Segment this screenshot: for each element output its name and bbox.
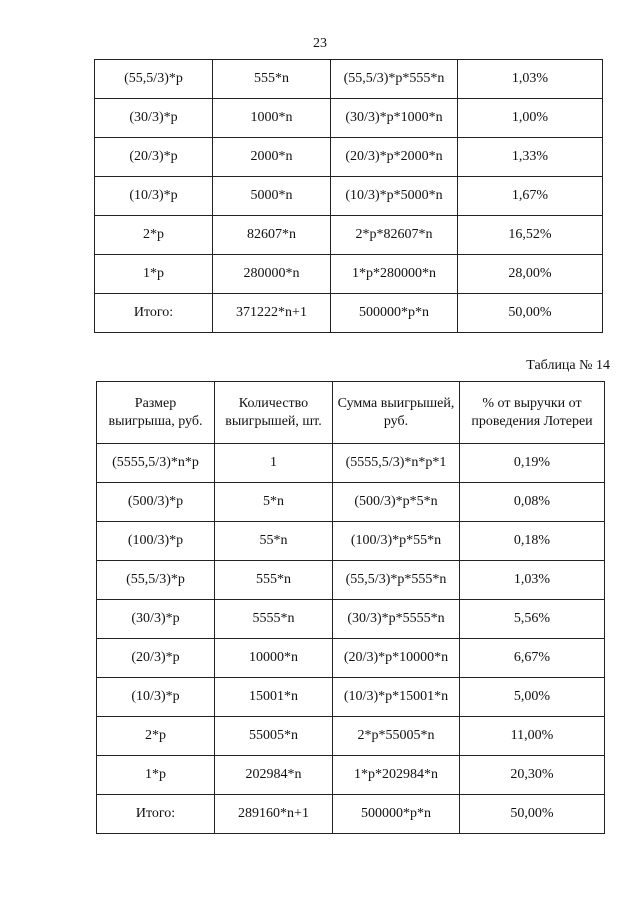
prize-table-body bbox=[95, 60, 603, 333]
header-revenue-percent: % от выручки от проведения Лотереи bbox=[460, 382, 605, 444]
table-row bbox=[97, 717, 605, 756]
prize-table-body bbox=[97, 444, 605, 834]
prize-count-cell: 1000*n bbox=[213, 99, 331, 138]
prize-sum-cell: (100/3)*р*55*n bbox=[333, 522, 460, 561]
prize-size-cell: (20/3)*р bbox=[95, 138, 213, 177]
prize-count-cell: 5*n bbox=[215, 483, 333, 522]
table-row bbox=[97, 639, 605, 678]
table-row bbox=[97, 483, 605, 522]
table-row bbox=[97, 561, 605, 600]
prize-sum-cell: 2*р*82607*n bbox=[331, 216, 458, 255]
prize-table-14 bbox=[96, 381, 605, 834]
prize-size-cell: (100/3)*р bbox=[97, 522, 215, 561]
prize-size-cell: (10/3)*р bbox=[95, 177, 213, 216]
prize-count-cell: 82607*n bbox=[213, 216, 331, 255]
table-row bbox=[95, 177, 603, 216]
revenue-percent-cell: 1,67% bbox=[458, 177, 603, 216]
prize-count-cell: 15001*n bbox=[215, 678, 333, 717]
prize-sum-cell: (55,5/3)*р*555*n bbox=[333, 561, 460, 600]
revenue-percent-cell: 20,30% bbox=[460, 756, 605, 795]
prize-count-cell: 2000*n bbox=[213, 138, 331, 177]
prize-sum-cell: 500000*р*n bbox=[333, 795, 460, 834]
prize-count-cell: 55*n bbox=[215, 522, 333, 561]
revenue-percent-cell: 50,00% bbox=[458, 294, 603, 333]
revenue-percent-cell: 1,03% bbox=[458, 60, 603, 99]
prize-sum-cell: (20/3)*р*2000*n bbox=[331, 138, 458, 177]
revenue-percent-cell: 6,67% bbox=[460, 639, 605, 678]
table-row bbox=[95, 138, 603, 177]
prize-count-cell: 555*n bbox=[215, 561, 333, 600]
prize-sum-cell: (30/3)*р*5555*n bbox=[333, 600, 460, 639]
prize-sum-cell: (10/3)*р*15001*n bbox=[333, 678, 460, 717]
prize-count-cell: 280000*n bbox=[213, 255, 331, 294]
revenue-percent-cell: 0,08% bbox=[460, 483, 605, 522]
prize-count-cell: 55005*n bbox=[215, 717, 333, 756]
prize-size-cell: (30/3)*р bbox=[95, 99, 213, 138]
revenue-percent-cell: 28,00% bbox=[458, 255, 603, 294]
revenue-percent-cell: 0,19% bbox=[460, 444, 605, 483]
prize-count-cell: 289160*n+1 bbox=[215, 795, 333, 834]
prize-sum-cell: (20/3)*р*10000*n bbox=[333, 639, 460, 678]
table-row bbox=[95, 60, 603, 99]
table-row bbox=[95, 99, 603, 138]
prize-count-cell: 202984*n bbox=[215, 756, 333, 795]
prize-sum-cell: 500000*р*n bbox=[331, 294, 458, 333]
prize-size-cell: (55,5/3)*р bbox=[97, 561, 215, 600]
prize-size-cell: (20/3)*р bbox=[97, 639, 215, 678]
header-prize-sum: Сумма выигрышей, руб. bbox=[333, 382, 460, 444]
revenue-percent-cell: 0,18% bbox=[460, 522, 605, 561]
prize-sum-cell: (5555,5/3)*n*р*1 bbox=[333, 444, 460, 483]
prize-count-cell: 555*n bbox=[213, 60, 331, 99]
prize-sum-cell: (10/3)*р*5000*n bbox=[331, 177, 458, 216]
prize-sum-cell: (30/3)*р*1000*n bbox=[331, 99, 458, 138]
prize-size-cell: 2*р bbox=[95, 216, 213, 255]
prize-size-cell: (55,5/3)*р bbox=[95, 60, 213, 99]
table-row bbox=[95, 216, 603, 255]
revenue-percent-cell: 5,56% bbox=[460, 600, 605, 639]
revenue-percent-cell: 1,00% bbox=[458, 99, 603, 138]
revenue-percent-cell: 16,52% bbox=[458, 216, 603, 255]
table-row bbox=[97, 600, 605, 639]
prize-count-cell: 5555*n bbox=[215, 600, 333, 639]
prize-sum-cell: 1*р*202984*n bbox=[333, 756, 460, 795]
prize-count-cell: 5000*n bbox=[213, 177, 331, 216]
table-row bbox=[97, 522, 605, 561]
prize-size-cell: (500/3)*р bbox=[97, 483, 215, 522]
prize-size-cell: (10/3)*р bbox=[97, 678, 215, 717]
header-prize-count: Количество выигрышей, шт. bbox=[215, 382, 333, 444]
prize-size-cell: 2*р bbox=[97, 717, 215, 756]
table-row bbox=[95, 294, 603, 333]
page-number: 23 bbox=[313, 36, 327, 51]
table-row bbox=[97, 756, 605, 795]
prize-sum-cell: (55,5/3)*р*555*n bbox=[331, 60, 458, 99]
prize-count-cell: 10000*n bbox=[215, 639, 333, 678]
prize-sum-cell: (500/3)*р*5*n bbox=[333, 483, 460, 522]
table-header-row bbox=[97, 382, 605, 444]
header-prize-size: Размер выигрыша, руб. bbox=[97, 382, 215, 444]
prize-count-cell: 1 bbox=[215, 444, 333, 483]
prize-size-cell: (5555,5/3)*n*р bbox=[97, 444, 215, 483]
table-row bbox=[97, 795, 605, 834]
prize-table-continued bbox=[94, 59, 603, 333]
prize-size-cell: (30/3)*р bbox=[97, 600, 215, 639]
prize-size-cell: Итого: bbox=[95, 294, 213, 333]
prize-sum-cell: 2*р*55005*n bbox=[333, 717, 460, 756]
prize-sum-cell: 1*р*280000*n bbox=[331, 255, 458, 294]
prize-count-cell: 371222*n+1 bbox=[213, 294, 331, 333]
revenue-percent-cell: 5,00% bbox=[460, 678, 605, 717]
revenue-percent-cell: 11,00% bbox=[460, 717, 605, 756]
table-row bbox=[97, 678, 605, 717]
revenue-percent-cell: 1,03% bbox=[460, 561, 605, 600]
revenue-percent-cell: 1,33% bbox=[458, 138, 603, 177]
prize-size-cell: 1*р bbox=[97, 756, 215, 795]
table-row bbox=[97, 444, 605, 483]
prize-size-cell: 1*р bbox=[95, 255, 213, 294]
table-row bbox=[95, 255, 603, 294]
table-caption: Таблица № 14 bbox=[526, 358, 610, 373]
revenue-percent-cell: 50,00% bbox=[460, 795, 605, 834]
prize-size-cell: Итого: bbox=[97, 795, 215, 834]
